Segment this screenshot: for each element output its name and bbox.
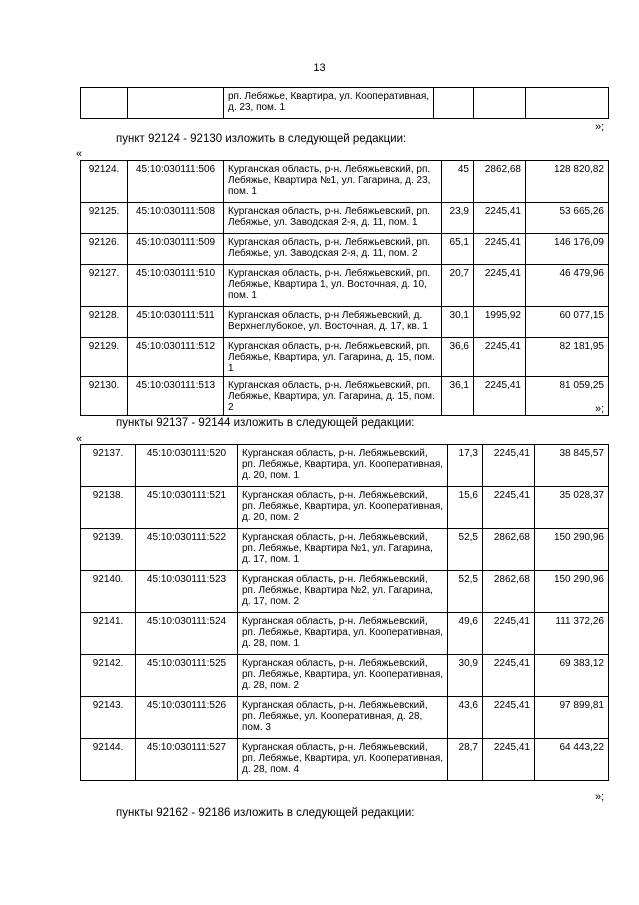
table-row [81,234,609,265]
price: 2245,41 [483,697,535,739]
instruction-text: пункты 92162 - 92186 изложить в следующей редакции: [116,807,415,819]
area: 23,9 [442,203,474,234]
cadastral-number: 45:10:030111:522 [136,529,238,571]
table-row [81,739,609,781]
area: 52,5 [448,529,483,571]
table-row [81,377,609,416]
table-row [81,307,609,338]
address: Курганская область, р-н. Лебяжьевский, рп. Лебяжье, Квартира №1, ул. Гагарина, д. 23, пом. 1 [224,161,442,203]
price: 2245,41 [474,338,526,377]
row-number: 92128. [81,307,128,338]
sum: 46 479,96 [526,265,609,307]
table-continuation [80,87,609,119]
table-row [81,697,609,739]
cadastral-number: 45:10:030111:526 [136,697,238,739]
address: Курганская область, р-н. Лебяжьевский, рп. Лебяжье, ул. Кооперативная, д. 28, пом. 3 [238,697,448,739]
address: Курганская область, р-н. Лебяжьевский, рп. Лебяжье, Квартира, ул. Кооперативная, д. 20, пом. 2 [238,487,448,529]
area: 36,1 [442,377,474,416]
sum: 53 665,26 [526,203,609,234]
row-number: 92126. [81,234,128,265]
area: 17,3 [448,445,483,487]
cadastral-number: 45:10:030111:524 [136,613,238,655]
price: 2245,41 [483,445,535,487]
instruction-text: пункты 92137 - 92144 изложить в следующей редакции: [116,417,415,429]
address: Курганская область, р-н Лебяжьевский, д. Верхнеглубокое, ул. Восточная, д. 17, кв. 1 [224,307,442,338]
address: Курганская область, р-н. Лебяжьевский, рп. Лебяжье, Квартира, ул. Кооперативная, д. 28, пом. 4 [238,739,448,781]
price: 2862,68 [474,161,526,203]
sum: 146 176,09 [526,234,609,265]
table-row [81,88,609,119]
area: 65,1 [442,234,474,265]
close-quote: »; [595,403,605,415]
sum: 111 372,26 [535,613,609,655]
cadastral-number: 45:10:030111:513 [128,377,224,416]
price: 2862,68 [483,571,535,613]
cadastral-number: 45:10:030111:509 [128,234,224,265]
page-number: 13 [313,62,326,74]
table-row [81,655,609,697]
sum: 60 077,15 [526,307,609,338]
sum: 81 059,25 [526,377,609,416]
address: Курганская область, р-н. Лебяжьевский, рп. Лебяжье, Квартира, ул. Гагарина, д. 15, пом. 2 [224,377,442,416]
price: 2245,41 [483,487,535,529]
price: 2245,41 [474,234,526,265]
row-number: 92144. [81,739,136,781]
address: Курганская область, р-н. Лебяжьевский, рп. Лебяжье, ул. Заводская 2-я, д. 11, пом. 1 [224,203,442,234]
row-number: 92129. [81,338,128,377]
row-number: 92139. [81,529,136,571]
sum: 97 899,81 [535,697,609,739]
address: Курганская область, р-н. Лебяжьевский, рп. Лебяжье, Квартира №2, ул. Гагарина, д. 17, пом. 2 [238,571,448,613]
row-number: 92140. [81,571,136,613]
row-number: 92143. [81,697,136,739]
table-row [81,445,609,487]
sum: 64 443,22 [535,739,609,781]
cadastral-number: 45:10:030111:523 [136,571,238,613]
table-section-2 [80,444,609,781]
cadastral-number [128,88,224,119]
table-row [81,203,609,234]
sum: 69 383,12 [535,655,609,697]
sum: 82 181,95 [526,338,609,377]
cadastral-number: 45:10:030111:520 [136,445,238,487]
row-number [81,88,128,119]
row-number: 92127. [81,265,128,307]
address: Курганская область, р-н. Лебяжьевский, рп. Лебяжье, Квартира, ул. Кооперативная, д. 28, пом. 2 [238,655,448,697]
area: 28,7 [448,739,483,781]
address: Курганская область, р-н. Лебяжьевский, рп. Лебяжье, Квартира, ул. Кооперативная, д. 20, пом. 1 [238,445,448,487]
area [434,88,474,119]
price: 2245,41 [474,377,526,416]
table-row [81,487,609,529]
area: 36,6 [442,338,474,377]
address: Курганская область, р-н. Лебяжьевский, рп. Лебяжье, ул. Заводская 2-я, д. 11, пом. 2 [224,234,442,265]
price: 2245,41 [483,739,535,781]
table-row [81,338,609,377]
cadastral-number: 45:10:030111:506 [128,161,224,203]
sum: 150 290,96 [535,529,609,571]
sum: 150 290,96 [535,571,609,613]
price [474,88,526,119]
address: Курганская область, р-н. Лебяжьевский, рп. Лебяжье, Квартира, ул. Гагарина, д. 15, пом. 1 [224,338,442,377]
cadastral-number: 45:10:030111:525 [136,655,238,697]
cadastral-number: 45:10:030111:511 [128,307,224,338]
row-number: 92124. [81,161,128,203]
cadastral-number: 45:10:030111:510 [128,265,224,307]
sum: 35 028,37 [535,487,609,529]
open-quote: « [76,433,83,445]
cadastral-number: 45:10:030111:521 [136,487,238,529]
sum: 128 820,82 [526,161,609,203]
area: 30,1 [442,307,474,338]
address: Курганская область, р-н. Лебяжьевский, рп. Лебяжье, Квартира, ул. Кооперативная, д. 28, пом. 1 [238,613,448,655]
address: Курганская область, р-н. Лебяжьевский, рп. Лебяжье, Квартира 1, ул. Восточная, д. 10, пом. 1 [224,265,442,307]
price: 2245,41 [474,203,526,234]
cadastral-number: 45:10:030111:527 [136,739,238,781]
price: 2245,41 [483,613,535,655]
price: 1995,92 [474,307,526,338]
sum: 38 845,57 [535,445,609,487]
sum [526,88,609,119]
area: 15,6 [448,487,483,529]
price: 2245,41 [483,655,535,697]
table-row [81,613,609,655]
area: 52,5 [448,571,483,613]
table-row [81,571,609,613]
price: 2862,68 [483,529,535,571]
address: Курганская область, р-н. Лебяжьевский, рп. Лебяжье, Квартира №1, ул. Гагарина, д. 17, пом. 1 [238,529,448,571]
cadastral-number: 45:10:030111:512 [128,338,224,377]
cadastral-number: 45:10:030111:508 [128,203,224,234]
row-number: 92125. [81,203,128,234]
row-number: 92142. [81,655,136,697]
table-row [81,265,609,307]
close-quote: »; [595,791,605,803]
table-row [81,529,609,571]
area: 43,6 [448,697,483,739]
table-row [81,161,609,203]
area: 45 [442,161,474,203]
row-number: 92137. [81,445,136,487]
close-quote: »; [595,121,605,133]
row-number: 92130. [81,377,128,416]
area: 20,7 [442,265,474,307]
price: 2245,41 [474,265,526,307]
row-number: 92141. [81,613,136,655]
instruction-text: пункт 92124 - 92130 изложить в следующей редакции: [116,133,407,145]
row-number: 92138. [81,487,136,529]
open-quote: « [76,148,83,160]
address: рп. Лебяжье, Квартира, ул. Кооперативная, д. 23, пом. 1 [224,88,434,119]
area: 49,6 [448,613,483,655]
table-section-1 [80,160,609,416]
area: 30,9 [448,655,483,697]
